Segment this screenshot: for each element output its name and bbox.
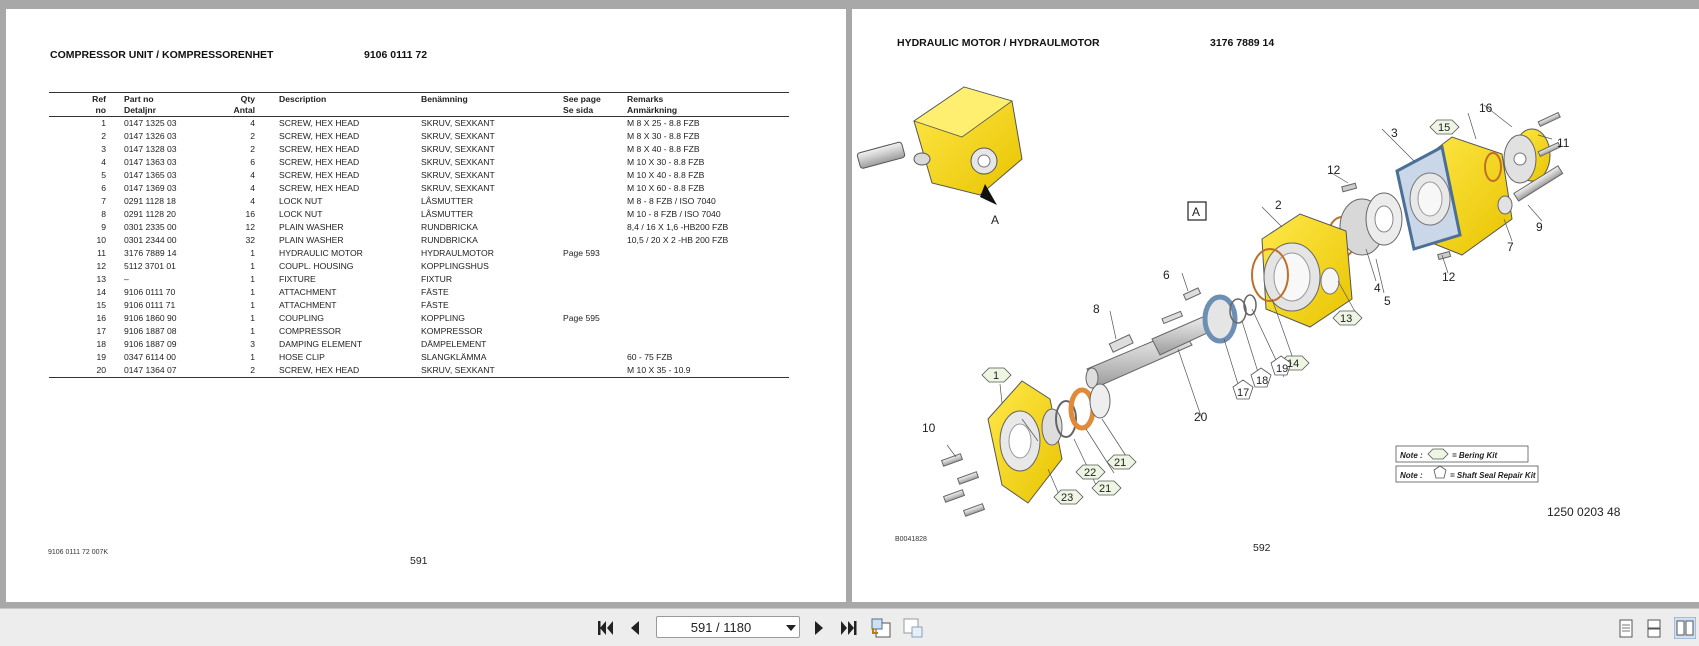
cell-see-page bbox=[563, 221, 627, 234]
cell-qty: 1 bbox=[250, 261, 255, 271]
cell-qty: 2 bbox=[250, 131, 255, 141]
cell-description: SCREW, HEX HEAD bbox=[279, 118, 360, 128]
coupling-housing-2 bbox=[1252, 214, 1352, 327]
cell-remarks: M 10 X 30 - 8.8 FZB bbox=[627, 157, 705, 167]
table-row bbox=[49, 273, 789, 286]
cell-ref: 9 bbox=[101, 222, 106, 232]
svg-text:= Bering Kit: = Bering Kit bbox=[1452, 451, 1498, 460]
cell-benamning: SKRUV, SEXKANT bbox=[421, 183, 495, 193]
cell-see-page bbox=[563, 169, 627, 182]
table-row bbox=[49, 195, 789, 208]
right-page bbox=[852, 9, 1699, 602]
callout-14: 14 bbox=[1287, 358, 1300, 370]
key-8 bbox=[1109, 335, 1133, 352]
note-shaft-seal-kit bbox=[1396, 466, 1538, 482]
cell-ref: 2 bbox=[101, 131, 106, 141]
cell-qty: 1 bbox=[250, 313, 255, 323]
svg-text:Note :: Note : bbox=[1400, 451, 1423, 460]
cell-qty: 1 bbox=[250, 248, 255, 258]
cell-remarks: M 8 - 8 FZB / ISO 7040 bbox=[627, 196, 716, 206]
callout-23: 23 bbox=[1061, 492, 1074, 504]
table-row bbox=[49, 117, 789, 131]
shaft-20 bbox=[1086, 311, 1220, 388]
table-row bbox=[49, 208, 789, 221]
cell-see-page bbox=[563, 143, 627, 156]
cell-qty: 12 bbox=[245, 222, 255, 232]
cell-qty: 16 bbox=[245, 209, 255, 219]
cell-part-no: 0147 1369 03 bbox=[124, 183, 177, 193]
cell-qty: 1 bbox=[250, 326, 255, 336]
callout-1: 1 bbox=[993, 370, 1000, 382]
table-row bbox=[49, 143, 789, 156]
callout-8: 8 bbox=[1093, 302, 1100, 316]
cell-description: SCREW, HEX HEAD bbox=[279, 364, 421, 378]
table-row bbox=[49, 286, 789, 299]
cell-ref: 4 bbox=[101, 157, 106, 167]
callout-21-upper: 21 bbox=[1114, 457, 1127, 469]
cell-part-no: 3176 7889 14 bbox=[124, 248, 177, 258]
cell-ref: 18 bbox=[96, 339, 106, 349]
cell-part-no: 9106 0111 70 bbox=[124, 287, 176, 297]
front-flange bbox=[988, 381, 1110, 503]
cell-qty: 4 bbox=[250, 183, 255, 193]
page-number: 592 bbox=[1253, 542, 1271, 554]
two-page-view-icon[interactable] bbox=[1674, 617, 1696, 639]
cell-description: PLAIN WASHER bbox=[279, 222, 344, 232]
cell-benamning: HYDRAULMOTOR bbox=[421, 248, 494, 258]
cell-see-page bbox=[563, 338, 627, 351]
cell-remarks: 10,5 / 20 X 2 -HB 200 FZB bbox=[627, 235, 729, 245]
viewer-toolbar bbox=[0, 608, 1699, 646]
cell-ref: 3 bbox=[101, 144, 106, 154]
view-label-a: A bbox=[991, 213, 1000, 227]
next-page-icon[interactable] bbox=[812, 619, 826, 637]
cell-benamning: KOPPLINGSHUS bbox=[421, 261, 489, 271]
table-row bbox=[49, 299, 789, 312]
cell-benamning: KOPPLING bbox=[421, 313, 465, 323]
cell-description: SCREW, HEX HEAD bbox=[279, 183, 360, 193]
callout-18: 18 bbox=[1256, 375, 1269, 387]
cell-description: ATTACHMENT bbox=[279, 300, 337, 310]
callout-11: 11 bbox=[1557, 136, 1570, 150]
cell-remarks bbox=[627, 273, 789, 286]
cell-see-page bbox=[563, 299, 627, 312]
cell-benamning: SKRUV, SEXKANT bbox=[421, 170, 495, 180]
cell-ref: 7 bbox=[101, 196, 106, 206]
table-row bbox=[49, 312, 789, 325]
callout-6: 6 bbox=[1163, 268, 1170, 282]
cell-ref: 11 bbox=[97, 248, 106, 258]
callout-7: 7 bbox=[1507, 240, 1514, 254]
callout-15: 15 bbox=[1438, 122, 1451, 134]
cell-description: FIXTURE bbox=[279, 274, 316, 284]
cell-part-no: 0347 6114 00 bbox=[124, 352, 176, 362]
page-dropdown-chevron-icon[interactable] bbox=[786, 625, 796, 631]
cell-ref: 16 bbox=[96, 313, 106, 323]
cell-benamning: KOMPRESSOR bbox=[421, 326, 483, 336]
callout-22: 22 bbox=[1084, 467, 1097, 479]
cell-ref: 6 bbox=[101, 183, 106, 193]
col-header-part-no: Part no Detaljnr bbox=[124, 93, 219, 117]
cell-description: HOSE CLIP bbox=[279, 352, 325, 362]
cell-see-page bbox=[563, 273, 627, 286]
col-header-ref: Ref no bbox=[49, 93, 124, 117]
drawing-number: 1250 0203 48 bbox=[1547, 505, 1621, 519]
cell-remarks: M 10 X 60 - 8.8 FZB bbox=[627, 183, 705, 193]
callout-19: 19 bbox=[1276, 363, 1289, 375]
page-number: 591 bbox=[410, 555, 428, 567]
motor-housing-3 bbox=[1397, 137, 1512, 255]
cell-remarks bbox=[627, 247, 789, 260]
cell-benamning: SKRUV, SEXKANT bbox=[421, 157, 495, 167]
cell-part-no: 9106 1887 09 bbox=[124, 339, 177, 349]
callout-16: 16 bbox=[1479, 101, 1493, 115]
table-row bbox=[49, 247, 789, 260]
single-page-view-icon[interactable] bbox=[1618, 619, 1634, 639]
cell-benamning: RUNDBRICKA bbox=[421, 235, 478, 245]
callout-3: 3 bbox=[1391, 126, 1398, 140]
table-row bbox=[49, 156, 789, 169]
callout-4: 4 bbox=[1374, 281, 1381, 295]
cell-part-no: 0301 2344 00 bbox=[124, 235, 177, 245]
callout-10: 10 bbox=[922, 421, 936, 435]
cell-see-page bbox=[563, 234, 627, 247]
callout-12-bottom: 12 bbox=[1442, 270, 1456, 284]
image-code: B0041828 bbox=[895, 536, 927, 543]
cell-ref: 19 bbox=[96, 352, 106, 362]
cell-ref: 12 bbox=[96, 261, 106, 271]
callout-12-top: 12 bbox=[1327, 163, 1341, 177]
callout-17: 17 bbox=[1237, 387, 1250, 399]
cell-remarks: M 8 X 30 - 8.8 FZB bbox=[627, 131, 700, 141]
cell-see-page bbox=[563, 260, 627, 273]
cell-description: HYDRAULIC MOTOR bbox=[279, 248, 363, 258]
col-header-qty: Qty Antal bbox=[219, 93, 279, 117]
cell-qty: 1 bbox=[250, 300, 255, 310]
cell-remarks bbox=[627, 312, 789, 325]
cell-qty: 3 bbox=[250, 339, 255, 349]
cell-benamning: SKRUV, SEXKANT bbox=[421, 118, 495, 128]
cell-ref: 17 bbox=[96, 326, 106, 336]
cell-description: COMPRESSOR bbox=[279, 326, 342, 336]
exploded-view-diagram bbox=[852, 9, 1699, 602]
parts-table bbox=[49, 92, 789, 378]
o-ring bbox=[1244, 295, 1256, 315]
cell-qty: 32 bbox=[245, 235, 255, 245]
shaft-seal bbox=[1205, 297, 1235, 341]
callout-5: 5 bbox=[1384, 294, 1391, 308]
cell-benamning: SKRUV, SEXKANT bbox=[421, 131, 495, 141]
table-row bbox=[49, 260, 789, 273]
col-header-remarks: Remarks Anmärkning bbox=[627, 93, 789, 117]
cell-ref: 15 bbox=[96, 300, 106, 310]
cell-part-no: 0291 1128 20 bbox=[124, 209, 176, 219]
table-row bbox=[49, 325, 789, 338]
table-row bbox=[49, 221, 789, 234]
callout-2: 2 bbox=[1275, 198, 1282, 212]
cell-remarks: 8,4 / 16 X 1,6 -HB200 FZB bbox=[627, 222, 729, 232]
cell-see-page bbox=[563, 325, 627, 338]
cell-part-no: 0301 2335 00 bbox=[124, 222, 177, 232]
cell-remarks: M 8 X 25 - 8.8 FZB bbox=[627, 118, 700, 128]
cell-qty: 4 bbox=[250, 118, 255, 128]
cell-part-no: 0147 1365 03 bbox=[124, 170, 177, 180]
cell-ref: 8 bbox=[101, 209, 106, 219]
cell-description: COUPL. HOUSING bbox=[279, 261, 354, 271]
cell-benamning: RUNDBRICKA bbox=[421, 222, 478, 232]
cell-qty: 6 bbox=[250, 157, 255, 167]
col-header-description: Description bbox=[279, 93, 421, 117]
table-header-row bbox=[49, 93, 789, 117]
last-page-icon[interactable] bbox=[840, 619, 858, 637]
cell-qty: 1 bbox=[250, 274, 255, 284]
cell-benamning: SLANGKLÄMMA bbox=[421, 352, 487, 362]
cell-benamning: FÄSTE bbox=[421, 300, 449, 310]
previous-page-icon[interactable] bbox=[628, 619, 642, 637]
cell-part-no: 0147 1363 03 bbox=[124, 157, 177, 167]
callout-21-lower: 21 bbox=[1099, 483, 1112, 495]
back-view-icon[interactable] bbox=[870, 617, 892, 639]
table-row bbox=[49, 338, 789, 351]
cell-part-no: 9106 0111 71 bbox=[124, 300, 176, 310]
cell-see-page bbox=[563, 286, 627, 299]
cell-qty: 2 bbox=[250, 144, 255, 154]
forward-view-icon[interactable] bbox=[902, 617, 924, 639]
cell-benamning: SKRUV, SEXKANT bbox=[421, 144, 495, 154]
cell-ref: 14 bbox=[96, 287, 106, 297]
first-page-icon[interactable] bbox=[596, 619, 614, 637]
note-bering-kit bbox=[1396, 446, 1528, 462]
cell-part-no: – bbox=[124, 274, 129, 284]
cell-remarks bbox=[627, 338, 789, 351]
cell-description: LOCK NUT bbox=[279, 196, 323, 206]
cell-part-no: 0147 1364 07 bbox=[124, 364, 219, 378]
cell-see-page: Page 593 bbox=[563, 248, 600, 258]
cell-benamning: SKRUV, SEXKANT bbox=[421, 364, 563, 378]
page-number-input[interactable] bbox=[656, 616, 800, 638]
cell-qty: 4 bbox=[250, 170, 255, 180]
cell-qty: 4 bbox=[250, 196, 255, 206]
callout-20: 20 bbox=[1194, 410, 1208, 424]
cell-part-no: 9106 1860 90 bbox=[124, 313, 177, 323]
cell-see-page bbox=[563, 195, 627, 208]
cell-see-page bbox=[563, 364, 627, 378]
cell-benamning: DÄMPELEMENT bbox=[421, 339, 487, 349]
cell-see-page bbox=[563, 208, 627, 221]
cell-part-no: 0147 1325 03 bbox=[124, 118, 177, 128]
cell-description: SCREW, HEX HEAD bbox=[279, 170, 360, 180]
view-box-a-label: A bbox=[1192, 205, 1201, 219]
cell-remarks bbox=[627, 299, 789, 312]
cell-see-page bbox=[563, 182, 627, 195]
cell-description: SCREW, HEX HEAD bbox=[279, 157, 360, 167]
cell-ref: 5 bbox=[101, 170, 106, 180]
cell-description: LOCK NUT bbox=[279, 209, 323, 219]
cell-ref: 1 bbox=[101, 118, 106, 128]
continuous-view-icon[interactable] bbox=[1646, 619, 1662, 639]
cell-remarks: 60 - 75 FZB bbox=[627, 352, 673, 362]
page-part-number: 3176 7889 14 bbox=[1210, 37, 1275, 49]
cell-part-no: 0291 1128 18 bbox=[124, 196, 176, 206]
cell-benamning: FÄSTE bbox=[421, 287, 449, 297]
document-code: 9106 0111 72 007K bbox=[48, 549, 109, 556]
cell-description: PLAIN WASHER bbox=[279, 235, 344, 245]
cell-description: COUPLING bbox=[279, 313, 324, 323]
svg-text:Note :: Note : bbox=[1400, 471, 1423, 480]
cell-see-page bbox=[563, 351, 627, 364]
table-row bbox=[49, 182, 789, 195]
cell-part-no: 9106 1887 08 bbox=[124, 326, 177, 336]
col-header-see-page: See page Se sida bbox=[563, 93, 627, 117]
cell-description: ATTACHMENT bbox=[279, 287, 337, 297]
page-title: COMPRESSOR UNIT / KOMPRESSORENHET bbox=[50, 49, 274, 61]
table-row bbox=[49, 364, 789, 378]
cell-benamning: LÅSMUTTER bbox=[421, 209, 474, 219]
svg-text:= Shaft Seal Repair Kit: = Shaft Seal Repair Kit bbox=[1450, 471, 1536, 480]
cell-see-page bbox=[563, 130, 627, 143]
left-page bbox=[6, 9, 846, 602]
cell-part-no: 0147 1328 03 bbox=[124, 144, 177, 154]
cell-qty: 1 bbox=[250, 287, 255, 297]
cell-ref: 20 bbox=[49, 364, 124, 378]
callout-9: 9 bbox=[1536, 220, 1543, 234]
cell-see-page bbox=[563, 117, 627, 131]
cell-remarks bbox=[627, 286, 789, 299]
cell-description: DAMPING ELEMENT bbox=[279, 339, 363, 349]
page-part-number: 9106 0111 72 bbox=[364, 49, 428, 61]
cell-benamning: LÅSMUTTER bbox=[421, 196, 474, 206]
cell-remarks bbox=[627, 325, 789, 338]
table-row bbox=[49, 234, 789, 247]
table-row bbox=[49, 351, 789, 364]
key-6 bbox=[1183, 288, 1200, 300]
cell-ref: 10 bbox=[96, 235, 106, 245]
screws-10 bbox=[942, 454, 985, 516]
cell-remarks bbox=[627, 260, 789, 273]
table-row bbox=[49, 169, 789, 182]
cell-part-no: 0147 1326 03 bbox=[124, 131, 177, 141]
callout-13: 13 bbox=[1340, 313, 1353, 325]
cell-remarks: M 10 - 8 FZB / ISO 7040 bbox=[627, 209, 721, 219]
cell-remarks: M 8 X 40 - 8.8 FZB bbox=[627, 144, 700, 154]
cell-ref: 13 bbox=[96, 274, 106, 284]
cell-qty: 2 bbox=[219, 364, 279, 378]
cell-remarks: M 10 X 35 - 10.9 bbox=[627, 364, 789, 378]
assembled-motor-view bbox=[857, 87, 1022, 205]
table-row bbox=[49, 130, 789, 143]
cell-see-page bbox=[563, 156, 627, 169]
washer-7 bbox=[1498, 196, 1512, 214]
cell-description: SCREW, HEX HEAD bbox=[279, 131, 360, 141]
cell-qty: 1 bbox=[250, 352, 255, 362]
col-header-benamning: Benämning bbox=[421, 93, 563, 117]
cell-description: SCREW, HEX HEAD bbox=[279, 144, 360, 154]
cell-remarks: M 10 X 40 - 8.8 FZB bbox=[627, 170, 705, 180]
cell-see-page: Page 595 bbox=[563, 313, 600, 323]
cell-part-no: 5112 3701 01 bbox=[124, 261, 176, 271]
cell-benamning: FIXTUR bbox=[421, 274, 453, 284]
page-title: HYDRAULIC MOTOR / HYDRAULMOTOR bbox=[897, 37, 1100, 49]
